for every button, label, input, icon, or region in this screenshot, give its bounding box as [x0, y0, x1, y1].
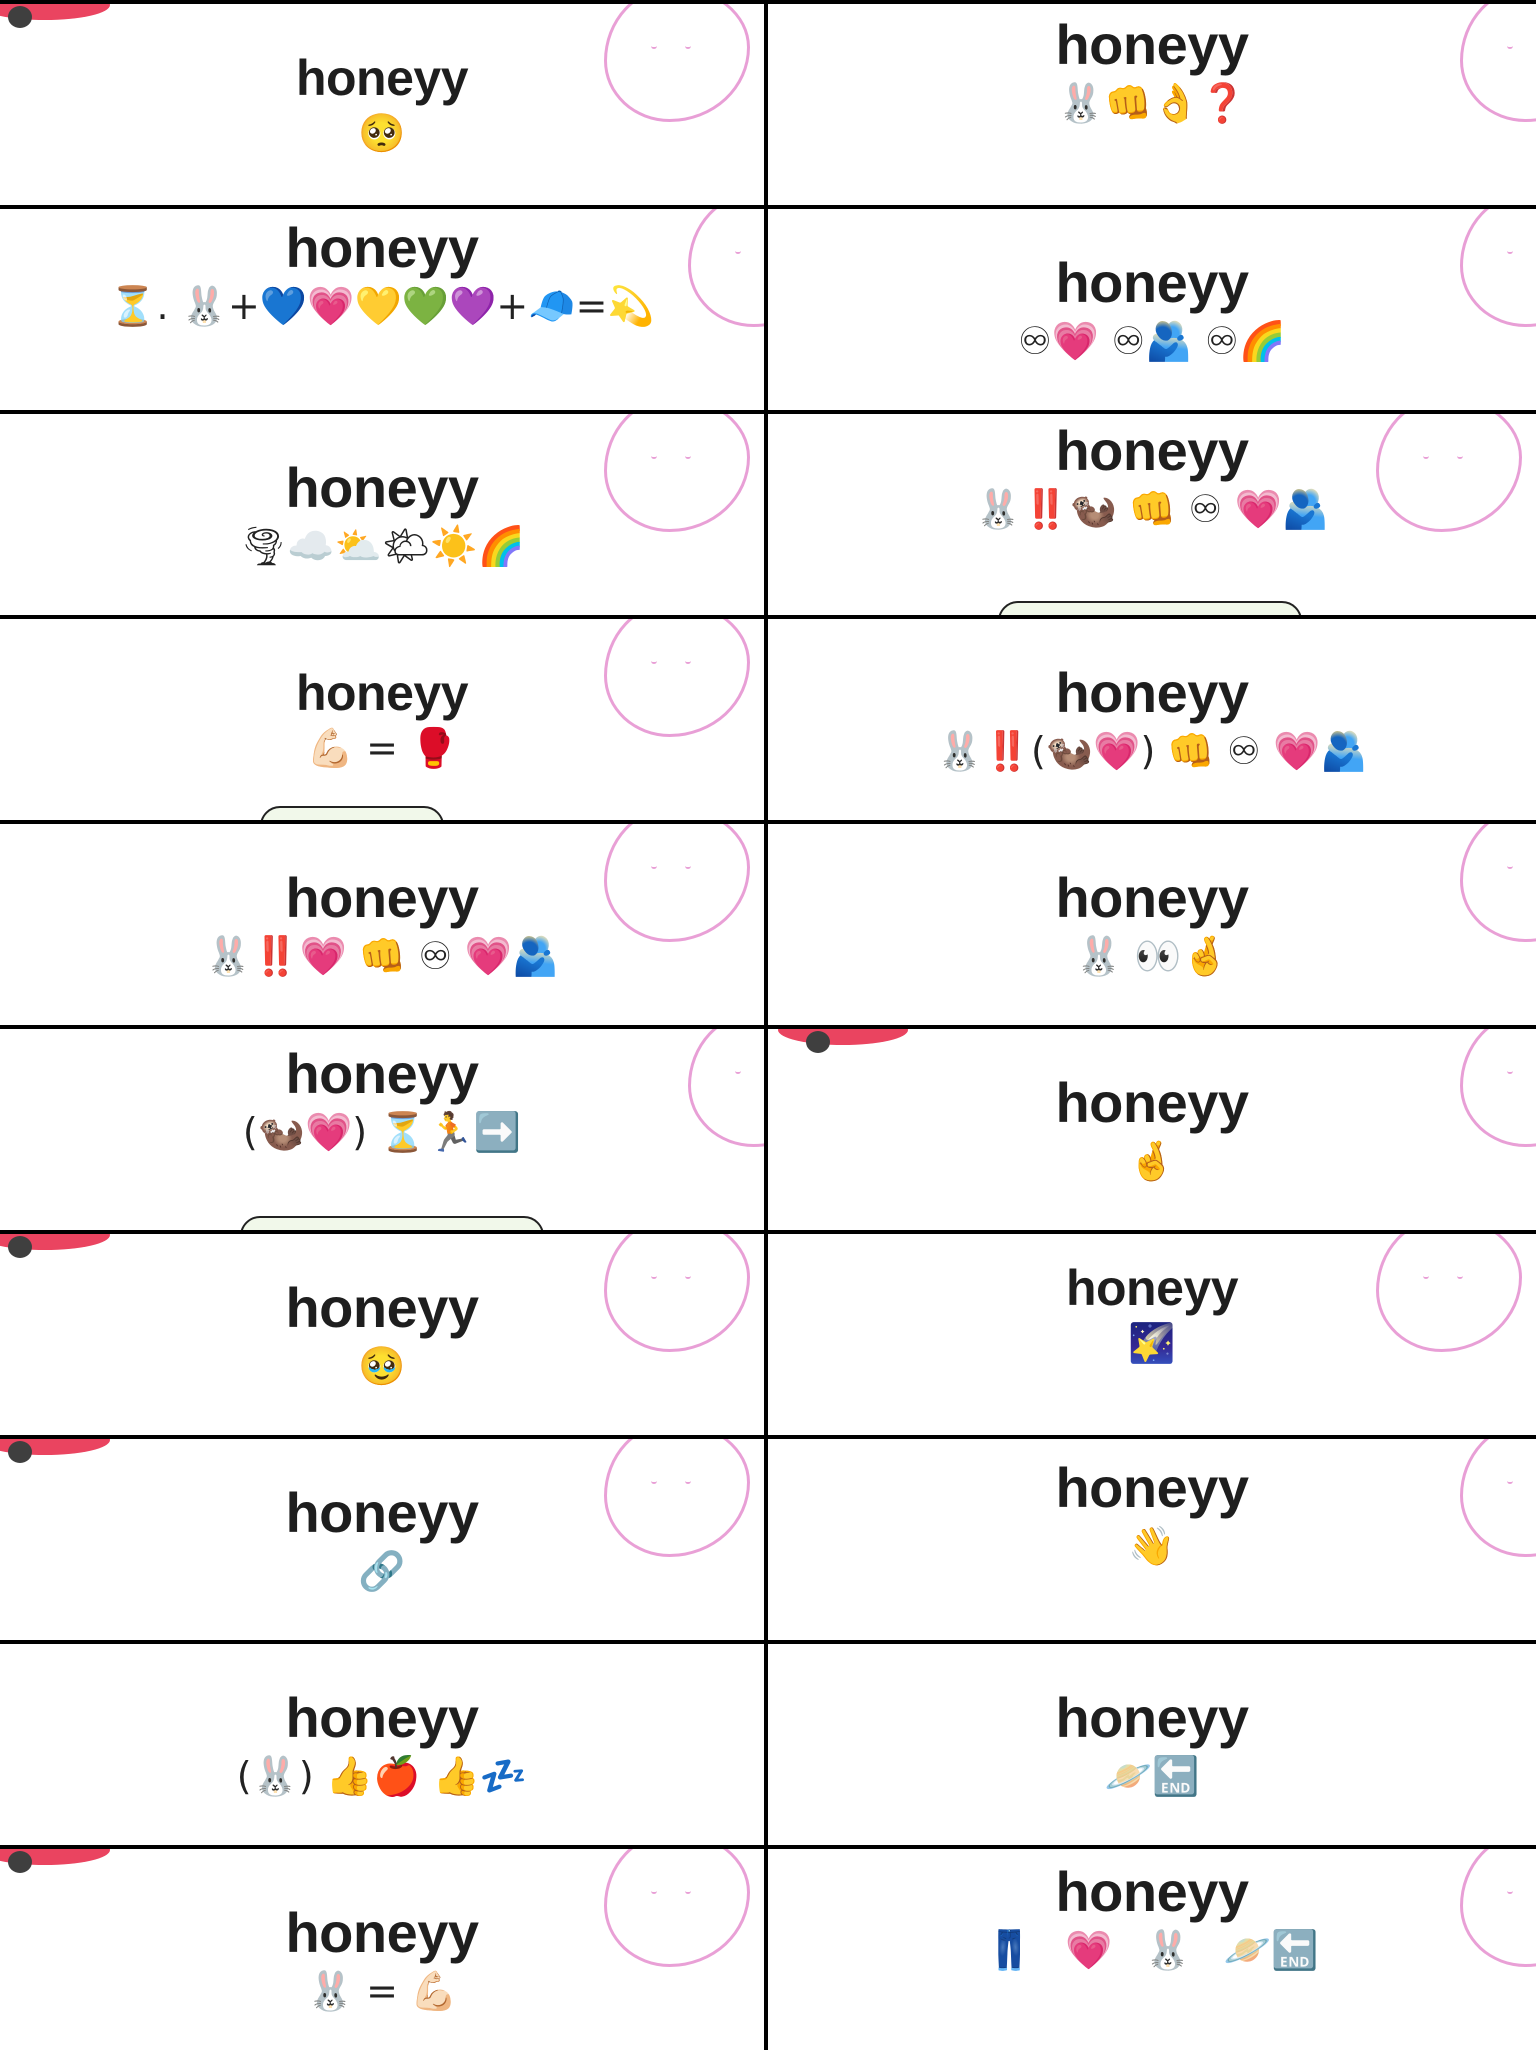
emoji-message: 🌠	[1128, 1320, 1176, 1365]
cell-content	[0, 619, 764, 820]
contact-name: honeyy	[1055, 661, 1249, 725]
collage-cell	[768, 4, 1536, 205]
collage-cell	[0, 824, 764, 1025]
contact-name: honeyy	[295, 665, 469, 722]
cell-content	[768, 1029, 1536, 1230]
emoji-message: ♾💗 ♾🫂 ♾🌈	[1017, 319, 1287, 364]
contact-name: honeyy	[295, 50, 469, 107]
cell-content	[0, 414, 764, 615]
cell-content	[0, 4, 764, 205]
collage-cell	[0, 619, 764, 820]
cell-content	[0, 824, 764, 1025]
contact-name: honeyy	[1055, 1071, 1249, 1135]
contact-name: honeyy	[285, 216, 479, 279]
emoji-message: 🐰👊👌❓	[1057, 80, 1247, 125]
cell-content	[0, 1439, 764, 1640]
collage-cell	[768, 1029, 1536, 1230]
contact-name: honeyy	[285, 456, 479, 520]
collage-cell	[0, 4, 764, 205]
contact-name: honeyy	[1065, 1260, 1239, 1316]
cell-content	[768, 209, 1536, 410]
cell-content	[768, 1234, 1536, 1435]
contact-name: honeyy	[285, 1686, 479, 1750]
emoji-message: 🐰‼️🦦 👊 ♾ 💗🫂	[974, 486, 1330, 531]
emoji-message: 🐰 = 💪🏻	[306, 1969, 458, 2014]
cell-content	[768, 619, 1536, 820]
emoji-message: 🪐🔚	[1104, 1754, 1200, 1799]
collage-cell	[0, 1644, 764, 1845]
contact-name: honeyy	[1055, 1860, 1249, 1923]
contact-name: honeyy	[285, 1481, 479, 1545]
contact-name: honeyy	[1055, 251, 1249, 315]
cell-content	[768, 414, 1536, 615]
contact-name: honeyy	[1055, 13, 1249, 76]
emoji-message: 👖 💗 🐰 🪐🔚	[985, 1927, 1319, 1972]
emoji-message: 🤞	[1128, 1139, 1176, 1184]
contact-name: honeyy	[285, 1901, 479, 1965]
contact-name: honeyy	[1055, 1456, 1249, 1519]
collage-cell	[768, 1439, 1536, 1640]
collage-cell	[0, 1029, 764, 1230]
contact-name: honeyy	[1055, 419, 1249, 482]
emoji-message: (🐰) 👍🍎 👍💤	[236, 1754, 528, 1799]
contact-name: honeyy	[285, 1276, 479, 1340]
collage-cell	[0, 1439, 764, 1640]
emoji-message: 🥹	[358, 1344, 406, 1389]
collage-cell	[0, 1849, 764, 2050]
cell-content	[768, 1439, 1536, 1640]
cell-content	[768, 4, 1536, 205]
emoji-message: 🥺	[358, 110, 406, 155]
cell-content	[768, 824, 1536, 1025]
cell-content	[0, 1234, 764, 1435]
emoji-message: 🐰‼️(🦦💗) 👊 ♾ 💗🫂	[936, 729, 1368, 774]
cell-content	[0, 209, 764, 410]
emoji-message: 💪🏻 = 🥊	[306, 725, 458, 770]
emoji-message: 🐰 👀🤞	[1074, 934, 1230, 979]
emoji-message: 👋	[1128, 1523, 1176, 1568]
contact-name: honeyy	[285, 1042, 479, 1105]
collage-cell	[768, 619, 1536, 820]
collage-cell	[768, 824, 1536, 1025]
cell-content	[0, 1644, 764, 1845]
collage-cell	[768, 209, 1536, 410]
collage-cell	[768, 1849, 1536, 2050]
collage-cell	[768, 1234, 1536, 1435]
collage-cell	[768, 414, 1536, 615]
cell-content	[0, 1849, 764, 2050]
collage-cell	[0, 209, 764, 410]
contact-name: honeyy	[285, 866, 479, 930]
emoji-message: ⏳. 🐰+💙💗💛💚💜+🧢=💫	[109, 283, 655, 328]
emoji-message: 🐰‼️💗 👊 ♾ 💗🫂	[204, 934, 560, 979]
collage-cell	[0, 414, 764, 615]
emoji-message: 🌪☁️⛅️🌤☀️🌈	[239, 524, 525, 569]
collage-cell	[768, 1644, 1536, 1845]
contact-name: honeyy	[1055, 1686, 1249, 1750]
cell-content	[0, 1029, 764, 1230]
emoji-message: (🦦💗) ⏳🏃➡️	[242, 1109, 522, 1154]
collage-cell	[0, 1234, 764, 1435]
contact-name: honeyy	[1055, 866, 1249, 930]
cell-content	[768, 1849, 1536, 2050]
cell-content	[768, 1644, 1536, 1845]
emoji-message: 🔗	[358, 1549, 406, 1594]
